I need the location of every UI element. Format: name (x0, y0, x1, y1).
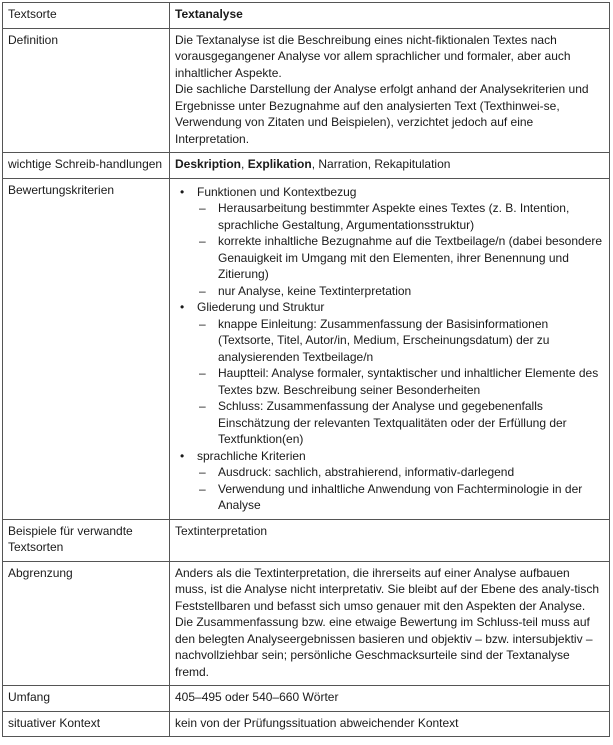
bullet-icon: • (180, 300, 185, 314)
definition-paragraph-1: Die Textanalyse ist die Beschreibung eines nicht-fiktionalen Textes nach vorausgegangener Analyse vor allem sprachlicher und formaler, aber auch inhaltlicher Aspekte. (175, 32, 571, 80)
kontext-row (3, 711, 610, 737)
beispiele-label: Beispiele für verwandte Textsorten (3, 519, 170, 561)
dash-icon: – (199, 201, 206, 215)
schreibhandlungen-row (3, 153, 610, 179)
criteria-item: – Schluss: Zusammenfassung der Analyse und gegebenenfalls Einschätzung der relevanten Textqualitäten oder der Erfüllung der Textfunktion(en) (199, 399, 567, 446)
criteria-item: – Herausarbeitung bestimmter Aspekte eines Textes (z. B. Intention, sprachliche Gestaltung, Argumentationsstruktur) (199, 201, 570, 232)
definition-row (3, 28, 610, 153)
abgrenzung-value: Anders als die Textinterpretation, die ihrerseits auf einer Analyse aufbauen muss, ist die Analyse nicht interpretativ. Sie bleibt auf der Ebene des analy-tisch Feststellbaren und befasst sich umso genauer mit den Aspekten der Analyse. Die Zusammenfassung bzw. eine etwaige Bewertung im Schluss-teil muss auf den belegten Analyseergebnissen basieren und objektiv – bzw. intersubjektiv – nachvollziehbar sein; persönliche Geschmacksurteile sind der Textanalyse fremd. (170, 561, 610, 686)
dash-icon: – (199, 399, 206, 413)
criteria-group: • sprachliche Kriterien (180, 448, 306, 463)
umfang-row (3, 686, 610, 712)
kontext-value: kein von der Prüfungssituation abweichender Kontext (170, 711, 610, 737)
dash-icon: – (199, 366, 206, 380)
criteria-item: – Ausdruck: sachlich, abstrahierend, informativ-darlegend (199, 465, 515, 479)
dash-icon: – (199, 234, 206, 248)
dash-icon: – (199, 481, 206, 496)
criteria-item: – nur Analyse, keine Textinterpretation (199, 283, 412, 298)
criteria-group: • Gliederung und Struktur (180, 300, 325, 314)
bewertung-row (3, 178, 610, 519)
criteria-item: – korrekte inhaltliche Bezugnahme auf die Textbeilage/n (dabei besondere Genauigkeit im Umgang mit den Elementen, ihrer Benennung und Zitierung) (199, 234, 603, 281)
criteria-group: • Funktionen und Kontextbezug (180, 184, 357, 199)
dash-icon: – (199, 316, 206, 331)
criteria-item: – knappe Einleitung: Zusammenfassung der Basisinformationen (Textsorte, Titel, Autor/in, Medium, Erscheinungsdatum) der zu analysierenden Textbeilage/n (199, 316, 550, 364)
beispiele-row (3, 519, 610, 561)
textsorte-table (2, 2, 610, 737)
definition-label: Definition (3, 28, 170, 153)
beispiele-value: Textinterpretation (170, 519, 610, 561)
header-row (3, 3, 610, 29)
bewertung-label: Bewertungskriterien (3, 178, 170, 519)
umfang-label: Umfang (3, 686, 170, 712)
criteria-list (175, 184, 604, 514)
kontext-label: situativer Kontext (3, 711, 170, 737)
header-label: Textsorte (3, 3, 170, 29)
criteria-item: – Hauptteil: Analyse formaler, syntaktischer und inhaltlicher Elemente des Textes bzw. Beschreibung seiner Besonderheiten (199, 366, 599, 397)
bullet-icon: • (180, 184, 185, 199)
dash-icon: – (199, 465, 206, 479)
definition-paragraph-2: Die sachliche Darstellung der Analyse erfolgt anhand der Analysekriterien und Ergebnisse unter Bezugnahme auf den analysierten Text (Texthinwei-se, Verwendung von Zitaten und Beispielen), verzichtet jedoch auf eine Interpretation. (175, 82, 589, 146)
bewertung-value (170, 178, 610, 519)
definition-value (170, 28, 610, 153)
abgrenzung-row (3, 561, 610, 686)
umfang-value: 405–495 oder 540–660 Wörter (170, 686, 610, 712)
schreibhandlungen-label: wichtige Schreib-handlungen (3, 153, 170, 179)
abgrenzung-label: Abgrenzung (3, 561, 170, 686)
dash-icon: – (199, 283, 206, 298)
header-value: Textanalyse (170, 3, 610, 29)
schreibhandlungen-value: Deskription, Explikation, Narration, Rekapitulation (170, 153, 610, 179)
bullet-icon: • (180, 448, 185, 463)
criteria-item: – Verwendung und inhaltliche Anwendung von Fachterminologie in der Analyse (199, 481, 583, 512)
